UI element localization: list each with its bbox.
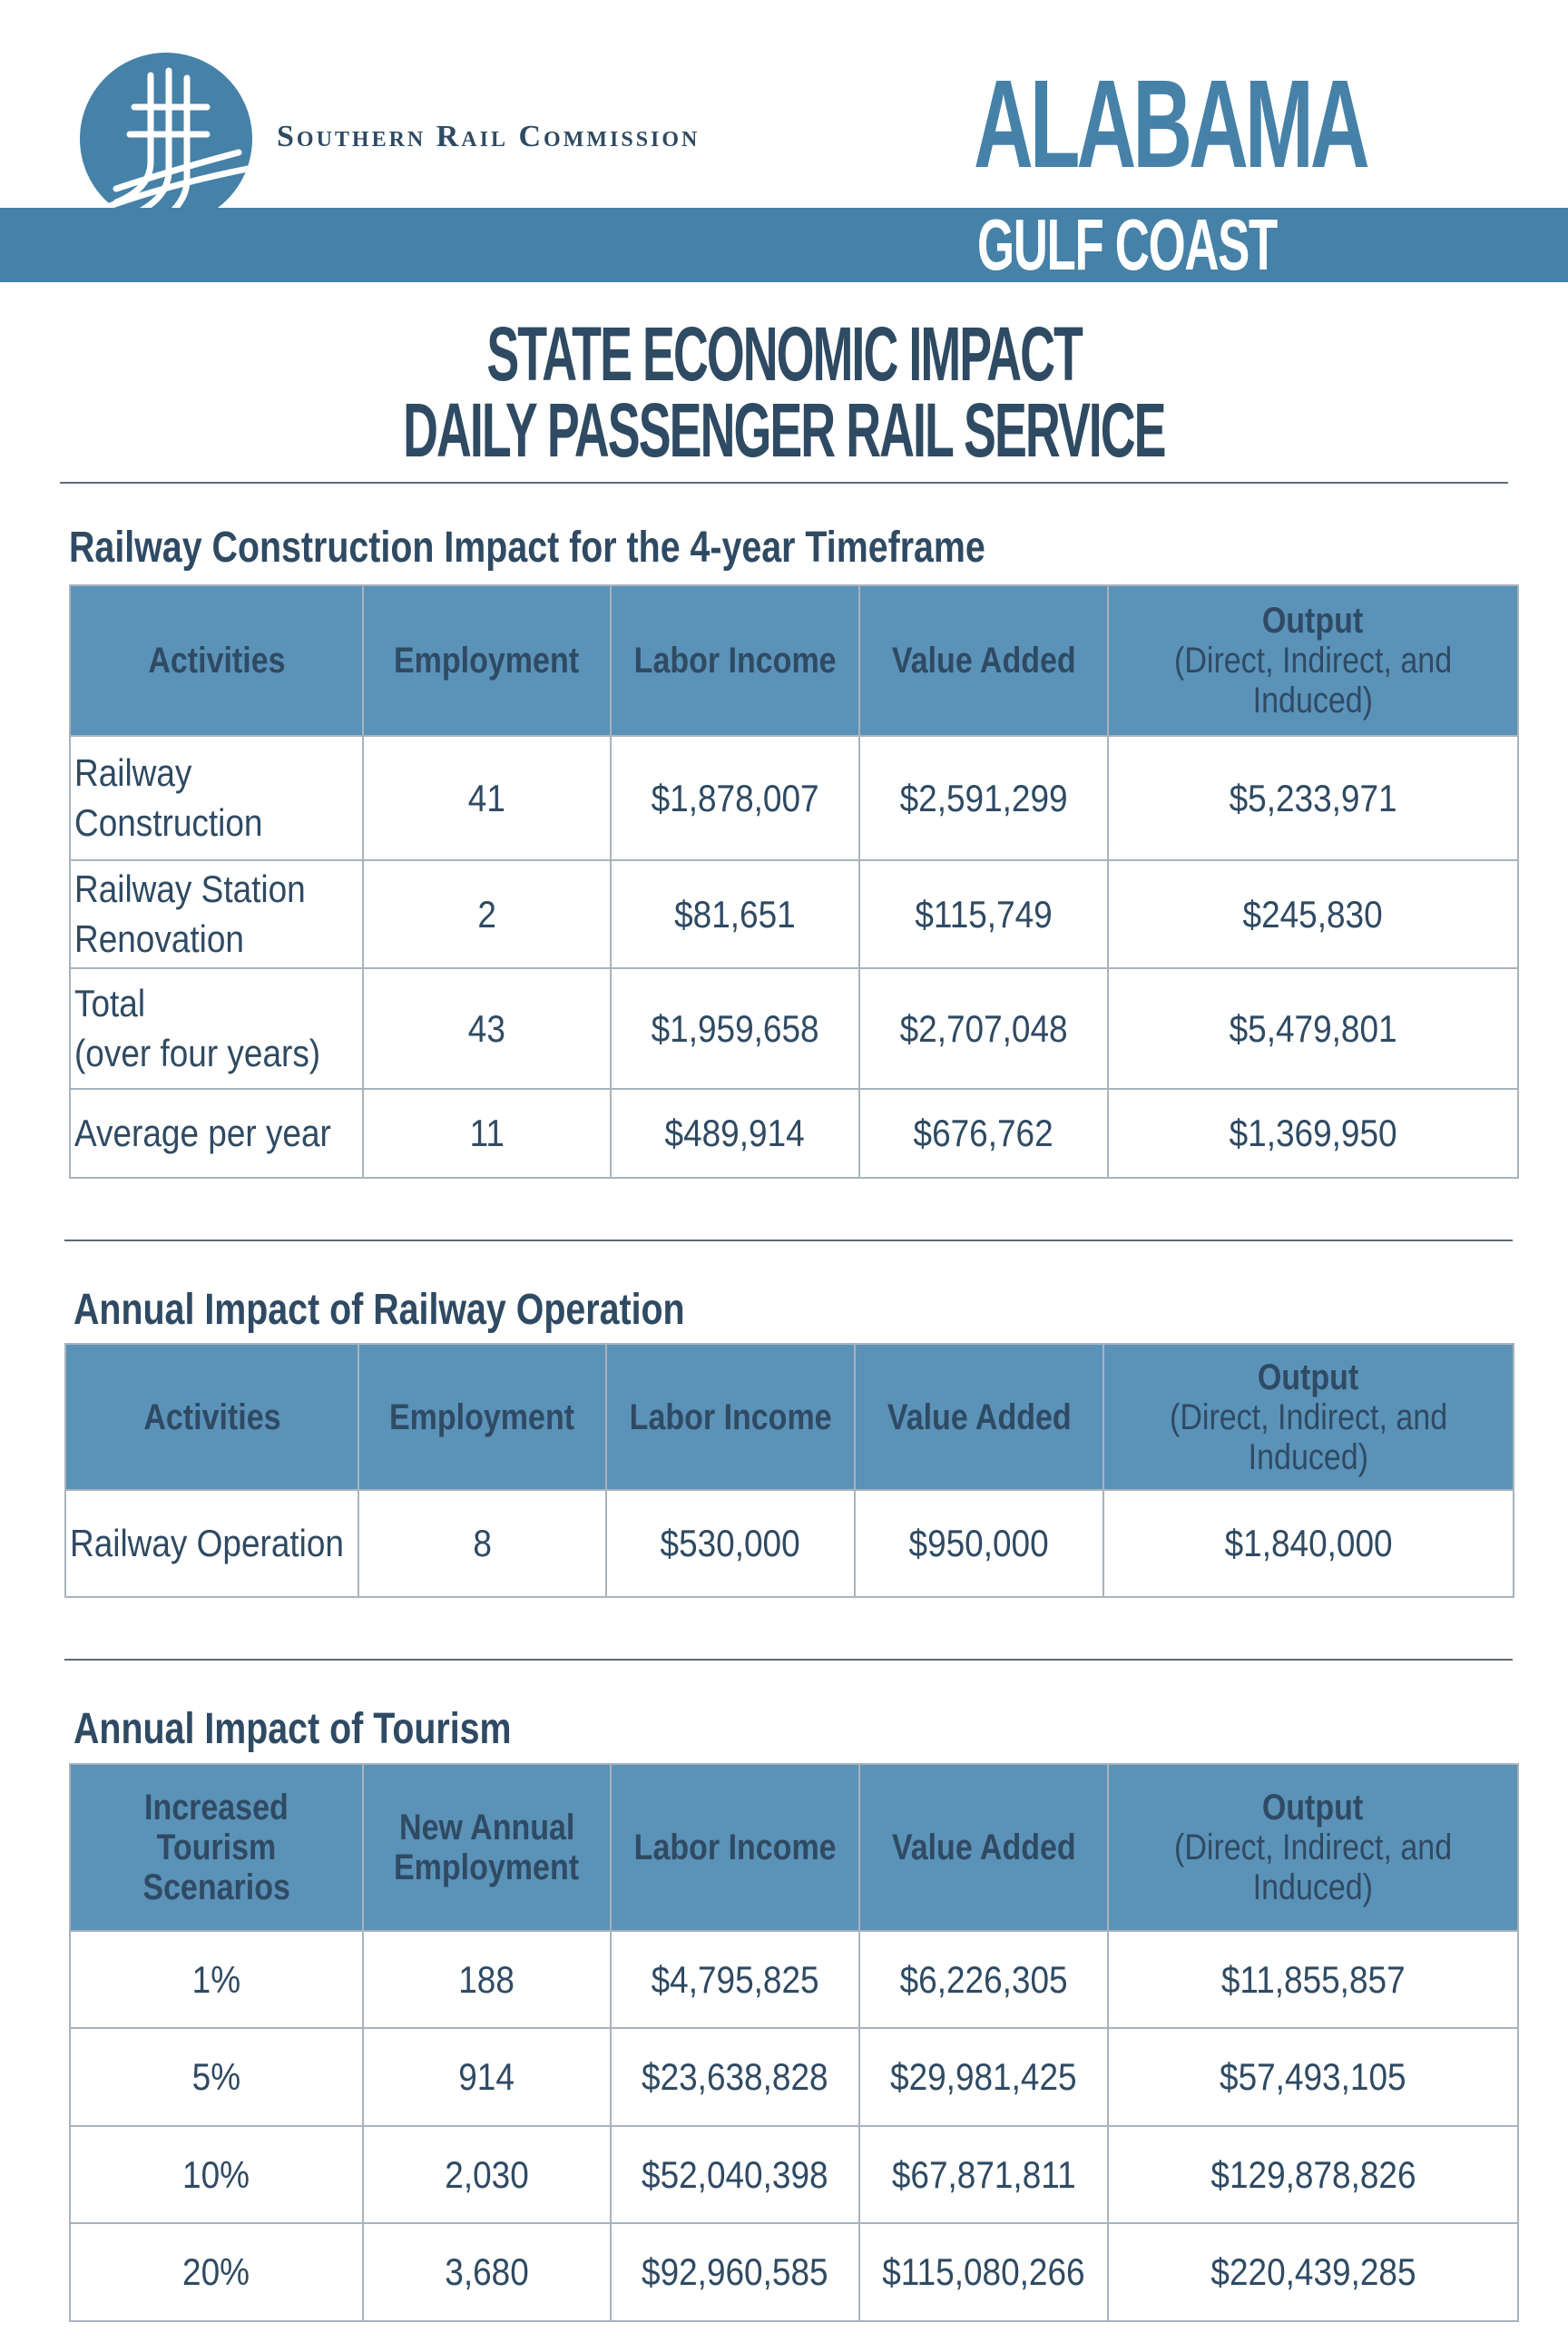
table-row bbox=[70, 1089, 1518, 1178]
header-employment: Employment bbox=[363, 585, 611, 736]
header-output: Output (Direct, Indirect, and Induced) bbox=[1108, 1764, 1518, 1931]
state-title: ALABAMA bbox=[974, 54, 1367, 194]
employment-cell: 41 bbox=[363, 736, 611, 860]
employment-cell: 2 bbox=[363, 860, 611, 968]
labor-income-cell: $4,795,825 bbox=[611, 1931, 859, 2028]
table-row bbox=[70, 1931, 1518, 2028]
scenario-cell: 10% bbox=[70, 2126, 363, 2223]
value-added-cell: $2,591,299 bbox=[859, 736, 1108, 860]
labor-income-cell: $1,959,658 bbox=[611, 968, 859, 1089]
labor-income-cell: $92,960,585 bbox=[611, 2223, 859, 2321]
table-header-row bbox=[70, 1764, 1518, 1931]
tourism-section-title: Annual Impact of Tourism bbox=[74, 1705, 512, 1753]
header-labor-income: Labor Income bbox=[606, 1344, 855, 1490]
divider bbox=[60, 482, 1508, 484]
table-row bbox=[70, 736, 1518, 860]
output-cell: $57,493,105 bbox=[1108, 2028, 1518, 2126]
operation-table bbox=[64, 1343, 1514, 1598]
table-row bbox=[70, 2126, 1518, 2223]
output-cell: $1,840,000 bbox=[1103, 1490, 1514, 1597]
employment-cell: 8 bbox=[358, 1490, 606, 1597]
rail-tracks-logo-icon bbox=[80, 53, 252, 225]
table-row bbox=[70, 860, 1518, 968]
header-labor-income: Labor Income bbox=[611, 1764, 859, 1931]
employment-cell: 11 bbox=[363, 1089, 611, 1178]
table-row bbox=[70, 2028, 1518, 2126]
organization-name: Southern Rail Commission bbox=[277, 120, 701, 153]
scenario-cell: 1% bbox=[70, 1931, 363, 2028]
row-label: Railway Operation bbox=[65, 1490, 358, 1597]
value-added-cell: $67,871,811 bbox=[859, 2126, 1108, 2223]
value-added-cell: $115,080,266 bbox=[859, 2223, 1108, 2321]
labor-income-cell: $81,651 bbox=[611, 860, 859, 968]
labor-income-cell: $489,914 bbox=[611, 1089, 859, 1178]
table-row bbox=[65, 1490, 1514, 1597]
scenario-cell: 20% bbox=[70, 2223, 363, 2321]
value-added-cell: $950,000 bbox=[855, 1490, 1103, 1597]
labor-income-cell: $530,000 bbox=[606, 1490, 855, 1597]
header-value-added: Value Added bbox=[855, 1344, 1103, 1490]
header-band bbox=[0, 204, 1568, 285]
region-title: GULF COAST bbox=[977, 204, 1277, 285]
header-employment: Employment bbox=[358, 1344, 606, 1490]
construction-section-title: Railway Construction Impact for the 4-year Timeframe bbox=[69, 524, 985, 572]
employment-cell: 188 bbox=[363, 1931, 611, 2028]
header-value-added: Value Added bbox=[859, 1764, 1108, 1931]
employment-cell: 2,030 bbox=[363, 2126, 611, 2223]
header-activities: Activities bbox=[70, 585, 363, 736]
output-cell: $1,369,950 bbox=[1108, 1089, 1518, 1178]
value-added-cell: $115,749 bbox=[859, 860, 1108, 968]
output-cell: $245,830 bbox=[1108, 860, 1518, 968]
labor-income-cell: $1,878,007 bbox=[611, 736, 859, 860]
employment-cell: 3,680 bbox=[363, 2223, 611, 2321]
employment-cell: 43 bbox=[363, 968, 611, 1089]
construction-table bbox=[69, 584, 1519, 1179]
value-added-cell: $676,762 bbox=[859, 1089, 1108, 1178]
header-output: Output (Direct, Indirect, and Induced) bbox=[1103, 1344, 1514, 1490]
row-label: Railway Construction bbox=[70, 736, 363, 860]
labor-income-cell: $52,040,398 bbox=[611, 2126, 859, 2223]
value-added-cell: $29,981,425 bbox=[859, 2028, 1108, 2126]
row-label: Railway Station Renovation bbox=[70, 860, 363, 968]
output-cell: $220,439,285 bbox=[1108, 2223, 1518, 2321]
table-header-row bbox=[70, 585, 1518, 736]
labor-income-cell: $23,638,828 bbox=[611, 2028, 859, 2126]
page-title-line1: STATE ECONOMIC IMPACT bbox=[486, 311, 1082, 397]
table-header-row bbox=[65, 1344, 1514, 1490]
output-cell: $129,878,826 bbox=[1108, 2126, 1518, 2223]
header-labor-income: Labor Income bbox=[611, 585, 859, 736]
value-added-cell: $6,226,305 bbox=[859, 1931, 1108, 2028]
header-output: Output (Direct, Indirect, and Induced) bbox=[1108, 585, 1518, 736]
divider bbox=[64, 1240, 1513, 1241]
page-title-line2: DAILY PASSENGER RAIL SERVICE bbox=[403, 387, 1165, 473]
divider bbox=[64, 1659, 1513, 1661]
logo bbox=[80, 53, 252, 225]
row-label: Total (over four years) bbox=[70, 968, 363, 1089]
tourism-table bbox=[69, 1763, 1519, 2322]
table-row bbox=[70, 2223, 1518, 2321]
header-new-annual-employment: New Annual Employment bbox=[363, 1764, 611, 1931]
output-cell: $11,855,857 bbox=[1108, 1931, 1518, 2028]
header-activities: Activities bbox=[65, 1344, 358, 1490]
employment-cell: 914 bbox=[363, 2028, 611, 2126]
output-cell: $5,479,801 bbox=[1108, 968, 1518, 1089]
value-added-cell: $2,707,048 bbox=[859, 968, 1108, 1089]
operation-section-title: Annual Impact of Railway Operation bbox=[74, 1286, 685, 1334]
row-label: Average per year bbox=[70, 1089, 363, 1178]
header-scenarios: Increased Tourism Scenarios bbox=[70, 1764, 363, 1931]
output-cell: $5,233,971 bbox=[1108, 736, 1518, 860]
table-row bbox=[70, 968, 1518, 1089]
header-value-added: Value Added bbox=[859, 585, 1108, 736]
scenario-cell: 5% bbox=[70, 2028, 363, 2126]
